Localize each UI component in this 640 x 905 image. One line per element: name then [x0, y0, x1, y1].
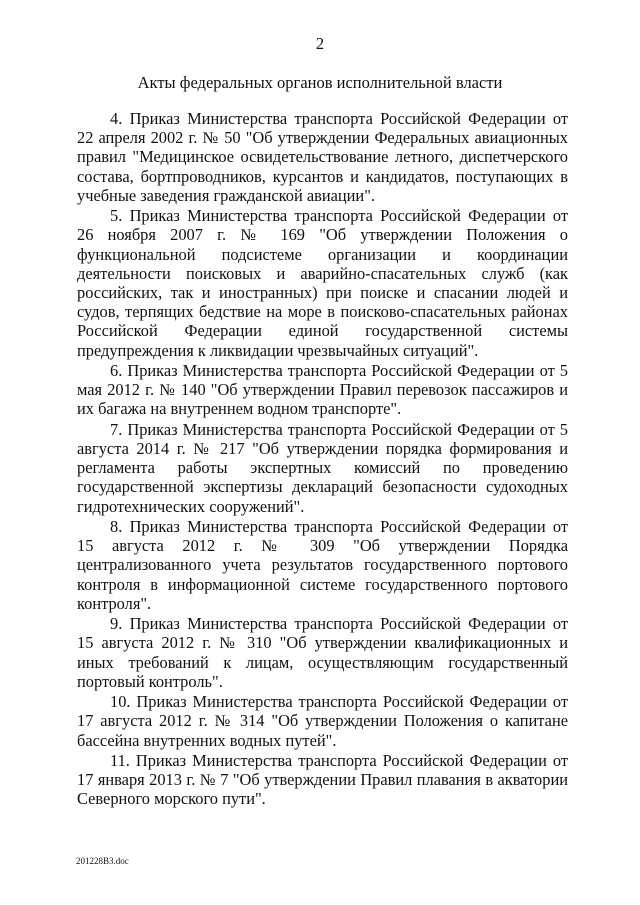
document-body [77, 109, 568, 810]
section-title: Акты федеральных органов исполнительной власти [137, 73, 503, 92]
list-item: 5. Приказ Министерства транспорта Российской Федерации от 26 ноября 2007 г. № 169 "Об утверждении Положения о функциональной подсистеме организации и координации деятельности поисковых и аварийно-спасательных служб (как российских, так и иностранных) при поиске и спасании людей и судов, терпящих бедствие на море в поисково-спасательных районах Российской Федерации единой государственной системы предупреждения к ликвидации чрезвычайных ситуаций". [77, 206, 568, 360]
list-item: 7. Приказ Министерства транспорта Российской Федерации от 5 августа 2014 г. № 217 "Об утверждении порядка формирования и регламента работы экспертных комиссий по проведению государственной экспертизы деклараций безопасности судоходных гидротехнических сооружений". [77, 419, 568, 516]
list-item: 11. Приказ Министерства транспорта Российской Федерации от 17 января 2013 г. № 7 "Об утверждении Правил плавания в акватории Северного морского пути". [77, 751, 568, 809]
list-item: 6. Приказ Министерства транспорта Российской Федерации от 5 мая 2012 г. № 140 "Об утверждении Правил перевозок пассажиров и их багажа на внутреннем водном транспорте". [77, 361, 568, 419]
list-item: 10. Приказ Министерства транспорта Российской Федерации от 17 августа 2012 г. № 314 "Об утверждении Положения о капитане бассейна внутренних водных путей". [77, 692, 568, 750]
list-item: 8. Приказ Министерства транспорта Российской Федерации от 15 августа 2012 г. № 309 "Об утверждении Порядка централизованного учета результатов государственного портового контроля в информационной системе государственного портового контроля". [77, 517, 568, 613]
page-number: 2 [315, 34, 325, 53]
footer-file-code: 201228В3.doc [76, 856, 129, 866]
list-item: 9. Приказ Министерства транспорта Российской Федерации от 15 августа 2012 г. № 310 "Об утверждении квалификационных и иных требований к лицам, осуществляющим государственный портовый контроль". [77, 614, 568, 691]
list-item: 4. Приказ Министерства транспорта Российской Федерации от 22 апреля 2002 г. № 50 "Об утверждении Федеральных авиационных правил "Медицинское освидетельствование летного, диспетчерского состава, бортпроводников, курсантов и кандидатов, поступающих в учебные заведения гражданской авиации". [77, 109, 568, 205]
